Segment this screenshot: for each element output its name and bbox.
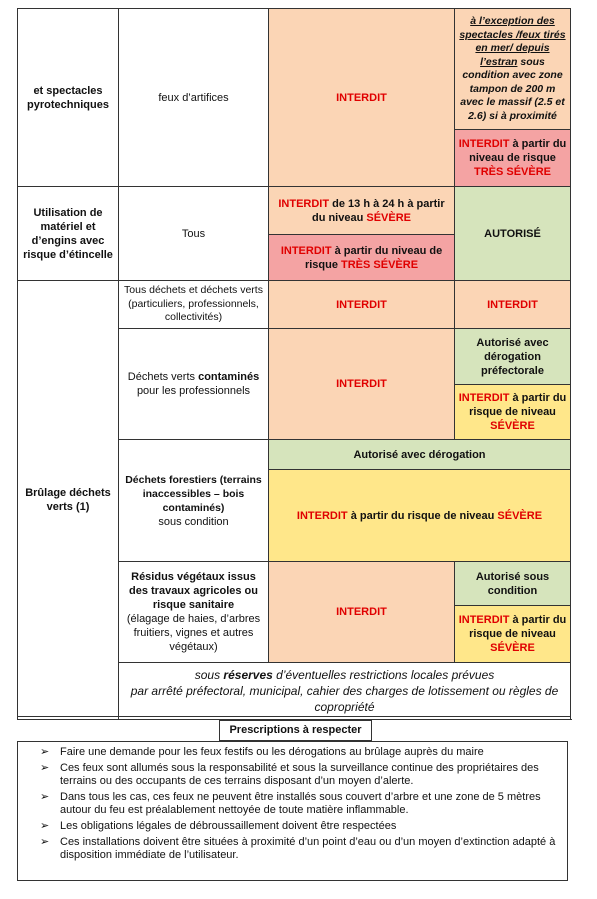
sub-bold: Résidus végétaux issus des travaux agricoles ou risque sanitaire [129, 571, 258, 611]
item-text: Ces feux sont allumés sous la responsabilité et sous la surveillance continue des propriétaires des terrains ou des occupants de ces terrains disposant d’un moyen d’alerte. [60, 762, 539, 787]
cell-interdit-contamines: INTERDIT [269, 329, 455, 440]
item-text: Ces installations doivent être situées à proximité d’un point d’eau ou d’un moyen d’extinction adapté à disposition immédiate de l’utilisateur. [60, 836, 556, 861]
cell-autorise-derogation: Autorisé avec dérogation [269, 440, 571, 470]
cell-autorise-sous-condition: Autorisé sous condition [455, 562, 571, 606]
level-text: à partir du niveau de risque [469, 138, 567, 164]
sub-post: sous condition [158, 515, 229, 528]
sub-bold: contaminés [198, 371, 260, 383]
note-line2: par arrêté préfectoral, municipal, cahier des charges de lotissement ou règles de copropriété [130, 684, 559, 714]
list-item [40, 820, 561, 833]
prescriptions-box [17, 741, 568, 881]
interdit-text: INTERDIT [278, 197, 330, 210]
row-sub-dechets-forestiers [119, 440, 269, 562]
tres-severe-text: TRÈS SÉVÈRE [341, 258, 419, 271]
interdit-text: INTERDIT [458, 138, 510, 150]
arrow-icon: ➢ [40, 762, 50, 774]
item-text: Les obligations légales de débroussaillement doivent être respectées [60, 820, 397, 832]
row-sub-tous: Tous [119, 187, 269, 281]
item-text: Faire une demande pour les feux festifs ou les dérogations au brûlage auprès du maire [60, 746, 484, 758]
cell-interdit-artifices: INTERDIT [269, 9, 455, 187]
cell-interdit-tous-dechets: INTERDIT [269, 281, 455, 329]
restrictions-note [119, 663, 571, 720]
prescriptions-title: Prescriptions à respecter [219, 720, 372, 741]
severe-text: SÉVÈRE [490, 642, 535, 654]
list-item [40, 762, 561, 788]
cell-interdit-residus: INTERDIT [269, 562, 455, 663]
cell-autorise: AUTORISÉ [455, 187, 571, 281]
row-label-brulage: Brûlage déchets verts (1) [18, 281, 119, 720]
arrow-icon: ➢ [40, 746, 50, 758]
arrow-icon: ➢ [40, 820, 50, 832]
tres-severe-text: TRÈS SÉVÈRE [473, 166, 552, 178]
divider [17, 716, 570, 717]
cell-interdit-tres-severe-materiel [269, 235, 455, 281]
list-item [40, 836, 561, 862]
row-label-materiel: Utilisation de matériel et d’engins avec risque d’étincelle [18, 187, 119, 281]
cell-interdit-severe-contamines [455, 385, 571, 440]
severe-text: SÉVÈRE [366, 211, 412, 224]
row-sub-tous-dechets: Tous déchets et déchets verts (particuliers, professionnels, collectivités) [119, 281, 269, 329]
row-label-spectacles: et spectacles pyrotechniques [18, 9, 119, 187]
sub-post: pour les professionnels [136, 385, 251, 397]
interdit-text: INTERDIT [296, 509, 348, 522]
cell-interdit-severe-residus [455, 606, 571, 663]
cell-interdit-tous-dechets-col4: INTERDIT [455, 281, 571, 329]
exception-underlined: à l’exception des spectacles /feux tirés en mer/ depuis l’estran [459, 15, 566, 68]
note-post: d’éventuelles restrictions locales prévues [272, 668, 495, 682]
cell-interdit-13h-24h [269, 187, 455, 235]
regulation-table [17, 8, 571, 720]
severe-text: SÉVÈRE [497, 509, 543, 522]
sub-pre: Déchets verts [127, 371, 199, 383]
exception-condition: sous condition avec zone tampon de 200 m avec le massif (2.5 et 2.6) si à proximité [460, 55, 565, 122]
row-sub-feux-artifices: feux d’artifices [119, 9, 269, 187]
severe-text: SÉVÈRE [490, 420, 535, 432]
prescriptions-list [40, 746, 561, 862]
list-item [40, 746, 561, 759]
row-sub-residus-vegetaux [119, 562, 269, 663]
interdit-text: INTERDIT [458, 392, 510, 404]
cell-interdit-severe-forestiers [269, 470, 571, 562]
level-text: de 13 h à 24 h à partir du niveau [311, 197, 445, 224]
item-text: Dans tous les cas, ces feux ne peuvent être installés sous couvert d’arbre et une zone de 5 mètres autour du feu est préalablement nettoyée de toute matière inflammable. [60, 791, 541, 816]
level-text: à partir du niveau de risque [304, 244, 443, 271]
interdit-text: INTERDIT [458, 614, 510, 626]
arrow-icon: ➢ [40, 836, 50, 848]
note-pre: sous [194, 668, 224, 682]
arrow-icon: ➢ [40, 791, 50, 803]
list-item [40, 791, 561, 817]
cell-interdit-tres-severe-artifices [455, 130, 571, 187]
row-sub-dechets-contamines [119, 329, 269, 440]
sub-post: (élagage de haies, d’arbres fruitiers, vignes et autres végétaux) [126, 613, 261, 653]
level-text: à partir du risque de niveau [347, 509, 498, 522]
cell-autorise-derogation-prefectorale: Autorisé avec dérogation préfectorale [455, 329, 571, 385]
note-bold: réserves [223, 668, 273, 682]
interdit-text: INTERDIT [280, 244, 332, 257]
level-text: à partir du risque de niveau [469, 392, 567, 418]
sub-bold: Déchets forestiers (terrains inaccessibles – bois contaminés) [125, 473, 262, 514]
level-text: à partir du risque de niveau [469, 614, 567, 640]
cell-exception-estran [455, 9, 571, 130]
